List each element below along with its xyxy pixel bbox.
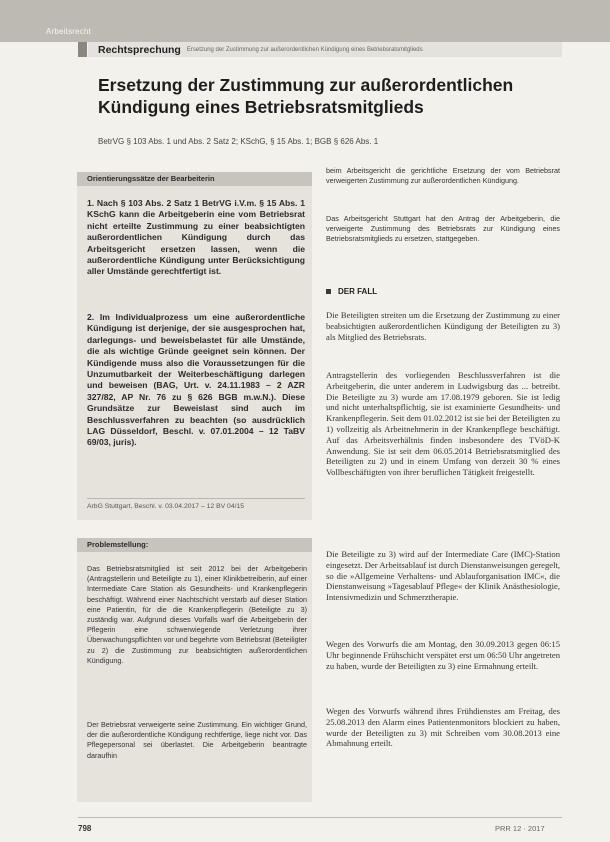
right-paragraph-4: Antragstellerin des vorliegenden Beschlussverfahren ist die Arbeitgeberin, die unter anderem in Ludwigsburg das ... betreibt. Die Beteiligte zu 3) wurde am 17.08.1979 geboren. Sie ist ledig und nicht unterhaltspflichtig, sie ist examinierte Gesundheits- und Krankenpflegerin. Seit dem 01.02.2012 ist sie bei der Beteiligten zu 1) vollzeitig als Arbeitnehmerin in der Krankenpflege beschäftigt. Auf das Arbeitsverhältnis finden insbesondere des TVöD-K Anwendung. Sie ist seit dem 06.05.2014 Betriebsratsmitglied des Beteiligten zu 2) und in einem Umfang von derzeit 30 % eines Vollbeschäftigten von ihrer beruflichen Tätigkeit freigestellt. <box>326 370 560 478</box>
orientation-box <box>77 172 312 520</box>
running-header <box>88 42 562 57</box>
right-paragraph-6: Wegen des Vorwurfs die am Montag, den 30.09.2013 gegen 06:15 Uhr beginnende Frühschicht verspätet erst um 06:50 Uhr angetreten zu haben, wurde der Beteiligten zu 3) eine Ermahnung erteilt. <box>326 639 560 671</box>
journal-reference: PRR 12 · 2017 <box>495 824 545 833</box>
category-label: Rechtsprechung <box>98 43 181 56</box>
orientation-heading: Orientierungssätze der Bearbeiterin <box>77 172 312 186</box>
article-title: Ersetzung der Zustimmung zur außerordentlichen Kündigung eines Betriebsratsmitglieds <box>98 75 514 117</box>
problem-heading: Problemstellung: <box>77 538 312 552</box>
right-paragraph-7: Wegen des Vorwurfs während ihres Frühdienstes am Freitag, des 25.08.2013 den Alarm eines Patientenmonitors blockiert zu haben, wurde der Beteiligten zu 3) mit Schreiben vom 30.08.2013 eine Abmahnung erteilt. <box>326 706 560 749</box>
right-paragraph-2: Das Arbeitsgericht Stuttgart hat den Antrag der Arbeitgeberin, die verweigerte Zustimmung des Betriebsrats zur Kündigung eines Betriebsratsmitglieds zu ersetzen, stattgegeben. <box>326 214 560 243</box>
court-citation: ArbG Stuttgart, Beschl. v. 03.04.2017 – 12 BV 04/15 <box>87 498 305 510</box>
right-paragraph-1: beim Arbeitsgericht die gerichtliche Ersetzung der vom Betriebsrat verweigerten Zustimmung zur außerordentlichen Kündigung. <box>326 166 560 185</box>
page-number: 798 <box>78 824 92 833</box>
square-bullet-icon <box>326 289 331 294</box>
problem-box <box>77 538 312 802</box>
right-paragraph-3: Die Beteiligten streiten um die Ersetzung der Zustimmung zu einer beabsichtigten außerordentlichen Kündigung der Beteiligten zu 3) als Mitglied des Betriebsrats. <box>326 310 560 342</box>
footer-rule <box>78 817 562 818</box>
header-marker <box>78 42 87 57</box>
section-heading-fall <box>326 287 377 296</box>
running-subtitle: Ersetzung der Zustimmung zur außerordentlichen Kündigung eines Betriebsratsmitglieds <box>186 46 423 53</box>
orientation-point-2: 2. Im Individualprozess um eine außerordentliche Kündigung ist derjenige, der sie ausgesprochen hat, darlegungs- und beweisbelastet für alle Umstände, die als wichtige Gründe geeignet sein können. Der Kündigende muss also die Voraussetzungen für die Unzumutbarkeit der Weiterbeschäftigung darlegen und beweisen (BAG, Urt. v. 24.11.1983 – 2 AZR 327/82, AP Nr. 76 zu § 626 BGB m.w.N.). Diese Grundsätze zur Beweislast sind auch im Beschlussverfahren zu beachten (so ausdrücklich LAG Düsseldorf, Beschl. v. 07.01.2004 – 12 TaBV 69/03, juris). <box>87 312 305 448</box>
orientation-point-1: 1. Nach § 103 Abs. 2 Satz 1 BetrVG i.V.m. § 15 Abs. 1 KSchG kann die Arbeitgeberin eine vom Betriebsrat nicht erteilte Zustimmung zu einer beabsichtigten außerordentlichen Kündigung durch das Arbeitsgericht ersetzen lassen, wenn die außerordentliche Kündigung unter Berücksichtigung aller Umstände gerechtfertigt ist. <box>87 198 305 277</box>
statute-references: BetrVG § 103 Abs. 1 und Abs. 2 Satz 2; KSchG, § 15 Abs. 1; BGB § 626 Abs. 1 <box>98 137 379 146</box>
top-bar <box>0 0 610 42</box>
section-label: Arbeitsrecht <box>46 27 92 36</box>
right-paragraph-5: Die Beteiligte zu 3) wird auf der Intermediate Care (IMC)-Station eingesetzt. Der Arbeitsablauf ist durch Dienstanweisungen geregelt, so die »Allgemeine Verhaltens- und Ablauforganisation IMC«, die Dienstanweisung »Tagesablauf Pflege« der Klinik Anästhesiologie, Intensivmedizin und Schmerztherapie. <box>326 549 560 603</box>
fall-heading-label: DER FALL <box>338 287 378 296</box>
problem-paragraph-2: Der Betriebsrat verweigerte seine Zustimmung. Ein wichtiger Grund, der die außerordentliche Kündigung rechtfertige, liege nicht vor. Das Pflegepersonal sei überlastet. Die Arbeitgeberin beantragte daraufhin <box>87 720 307 760</box>
problem-paragraph-1: Das Betriebsratsmitglied ist seit 2012 bei der Arbeitgeberin (Antragstellerin und Beteiligte zu 1), einer Klinikbetreiberin, auf einer Intermediate Care Station als Gesundheits- und Krankenpflegerin beschäftigt. Während einer Nachtschicht verstarb auf dieser Station eine Patientin, für die die Krankenpflegerin (Beteiligte zu 3) zuständig war. Aufgrund dieses Vorfalls warf die Arbeitgeberin der Pflegerin eine schwerwiegende Verletzung ihrer Überwachungspflichten vor und begehrte vom Betriebsrat (Beteiligter zu 2) die Zustimmung zur beabsichtigten außerordentlichen Kündigung. <box>87 564 307 665</box>
